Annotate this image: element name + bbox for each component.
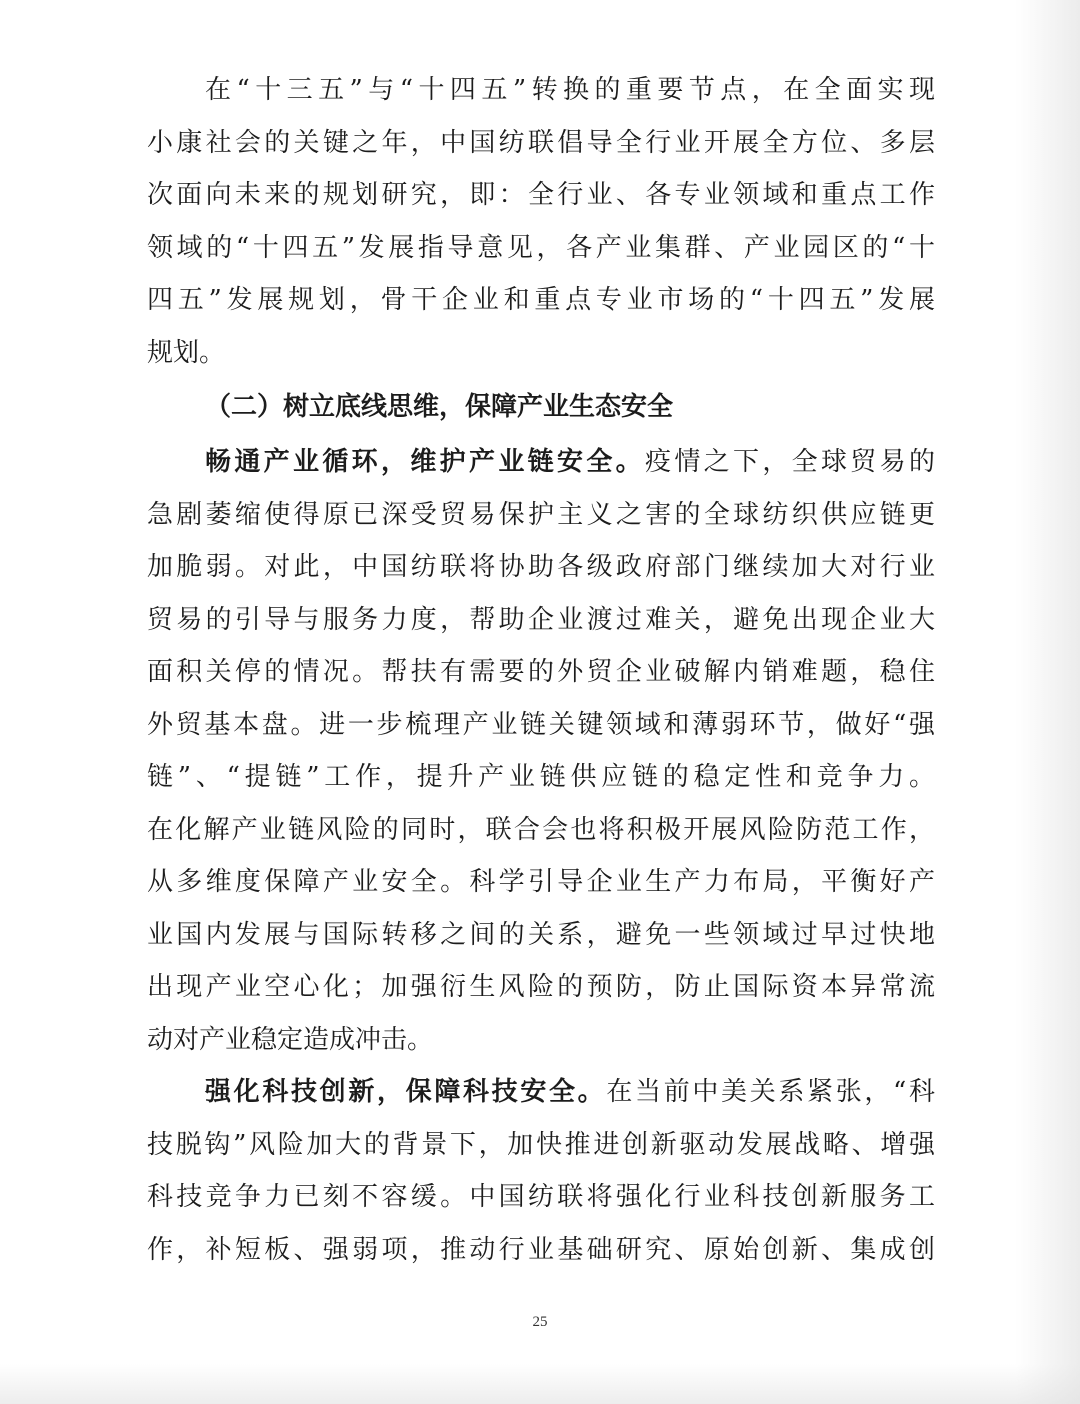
paragraph-2-line-7: 链”、“提链”工作，提升产业链供应链的稳定性和竞争力。 xyxy=(147,762,935,792)
paragraph-3-line-2: 技脱钩”风险加大的背景下，加快推进创新驱动发展战略、增强 xyxy=(147,1129,935,1160)
page-number: 25 xyxy=(532,1314,548,1330)
document-body xyxy=(147,64,935,1276)
paragraph-2-line-4: 贸易的引导与服务力度，帮助企业渡过难关，避免出现企业大 xyxy=(147,604,935,635)
paragraph-2-first-line-rest: 疫情之下，全球贸易的 xyxy=(644,447,935,477)
paragraph-3-line-4: 作，补短板、强弱项，推动行业基础研究、原始创新、集成创 xyxy=(147,1234,935,1265)
paragraph-2-lead: 畅通产业循环，维护产业链安全。 xyxy=(205,447,645,477)
paragraph-2-line-9: 从多维度保障产业安全。科学引导企业生产力布局，平衡好产 xyxy=(147,867,935,897)
paragraph-3-line-1 xyxy=(147,1066,935,1119)
paragraph-1-line-5: 四五”发展规划，骨干企业和重点专业市场的“十四五”发展 xyxy=(147,285,935,315)
paragraph-2-line-12: 动对产业稳定造成冲击。 xyxy=(147,1024,434,1055)
paragraph-1-line-1: 在“十三五”与“十四五”转换的重要节点，在全面实现 xyxy=(205,75,935,105)
paragraph-2-line-2: 急剧萎缩使得原已深受贸易保护主义之害的全球纺织供应链更 xyxy=(147,499,935,530)
paragraph-2-line-8: 在化解产业链风险的同时，联合会也将积极开展风险防范工作， xyxy=(147,814,935,845)
paragraph-2-line-11: 出现产业空心化；加强衍生风险的预防，防止国际资本异常流 xyxy=(147,972,935,1002)
paragraph-1-line-3: 次面向未来的规划研究，即：全行业、各专业领域和重点工作 xyxy=(147,180,935,210)
scan-shadow xyxy=(0,1364,1080,1404)
paragraph-2-line-3: 加脆弱。对此，中国纺联将协助各级政府部门继续加大对行业 xyxy=(147,552,935,582)
paragraph-2-line-6: 外贸基本盘。进一步梳理产业链关键领域和薄弱环节，做好“强 xyxy=(147,709,935,740)
paragraph-1-line-6: 规划。 xyxy=(147,337,226,368)
paragraph-1-line-2: 小康社会的关键之年，中国纺联倡导全行业开展全方位、多层 xyxy=(147,127,935,158)
paragraph-2-line-5: 面积关停的情况。帮扶有需要的外贸企业破解内销难题，稳住 xyxy=(147,657,935,687)
section-heading: （二）树立底线思维，保障产业生态安全 xyxy=(205,392,674,422)
paragraph-3-first-line-rest: 在当前中美关系紧张，“科 xyxy=(606,1077,935,1107)
paragraph-3-lead: 强化科技创新，保障科技安全。 xyxy=(205,1077,607,1107)
paragraph-3-line-3: 科技竞争力已刻不容缓。中国纺联将强化行业科技创新服务工 xyxy=(147,1182,935,1212)
paragraph-2-line-1 xyxy=(147,436,935,489)
paragraph-1-line-4: 领域的“十四五”发展指导意见，各产业集群、产业园区的“十 xyxy=(147,232,935,263)
paragraph-2-line-10: 业国内发展与国际转移之间的关系，避免一些领域过早过快地 xyxy=(147,919,935,950)
